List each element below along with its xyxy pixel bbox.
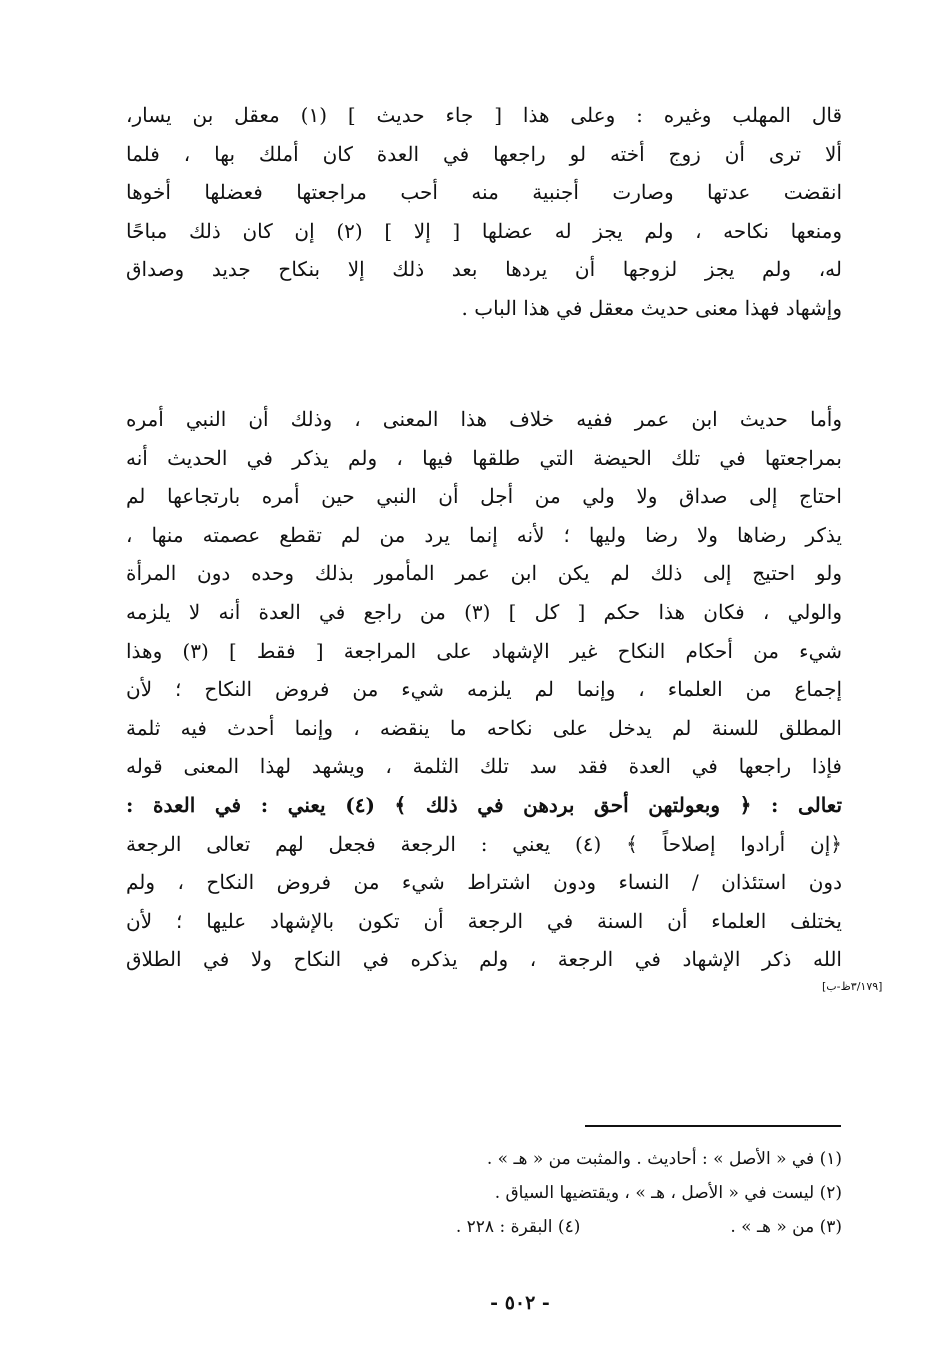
text-line: إجماع من العلماء ، وإنما لم يلزمه شيء من فروض النكاح ؛ لأن — [126, 677, 842, 702]
text-line: المطلق للسنة لم يدخل على نكاحه ما ينقضه ، وإنما أحدث فيه ثلمة — [126, 715, 842, 740]
text-line: بمراجعتها في تلك الحيضة التي طلقها فيها ، ولم يذكر في الحديث أنه — [126, 445, 842, 470]
footnote-2: (٢) ليست في « الأصل ، هـ » ، ويقتضيها السياق . — [494, 1183, 842, 1203]
text-line: احتاج إلى صداق ولا ولي من أجل أن النبي حين أمره بارتجاعها لم — [126, 484, 842, 509]
paragraph-1 — [126, 96, 842, 328]
footnote-divider — [585, 1125, 841, 1127]
text-line: ولو احتيج إلى ذلك لم يكن ابن عمر المأمور بذلك وحده دون المرأة — [126, 561, 842, 586]
text-line: انقضت عدتها وصارت أجنبية منه أحب مراجعتها فعضلها أخوها — [126, 180, 842, 205]
footnote-1: (١) في « الأصل » : أحاديث . والمثبت من « هـ » . — [486, 1149, 842, 1169]
text-line: ألا ترى أن زوج أخته لو راجعها في العدة كان أملك بها ، فلما — [126, 141, 842, 166]
footnotes — [126, 1142, 842, 1244]
text-line: والولي ، فكان هذا حكم [ كل ] (٣) من راجع في العدة أنه لا يلزمه — [126, 599, 842, 624]
footnote-4: (٤) البقرة : ٢٢٨ . — [455, 1217, 581, 1237]
page-number: - ٥٠٢ - — [490, 1292, 550, 1314]
text-line: وأما حديث ابن عمر ففيه خلاف هذا المعنى ، وذلك أن النبي أمره — [126, 407, 842, 431]
quran-verse-line: ﴿إن أرادوا إصلاحاً ﴾ (٤) يعني : الرجعة فجعل لهم تعالى الرجعة — [126, 831, 842, 856]
text-line: يختلف العلماء أن السنة في الرجعة أن تكون بالإشهاد عليها ؛ لأن — [126, 908, 842, 933]
paragraph-2 — [126, 400, 842, 979]
text-line: وإشهاد فهذا معنى حديث معقل في هذا الباب . — [461, 295, 842, 320]
text-line: قال المهلب وغيره : وعلى هذا [ جاء حديث ] (١) معقل بن يسار، — [126, 103, 842, 127]
text-line: يذكر رضاها ولا رضا وليها ؛ لأنه إنما يرد من لم تقطع عصمته منها ، — [126, 522, 842, 547]
text-line: فإذا راجعها في العدة فقد سد تلك الثلمة ، ويشهد لهذا المعنى قوله — [126, 754, 842, 779]
text-line: دون استئذان / النساء ودون اشتراط شيء من فروض النكاح ، ولم — [126, 870, 842, 895]
text-line: له، ولم يجز لزوجها أن يردها بعد ذلك إلا بنكاح جديد وصداق — [126, 257, 842, 282]
footnote-3: (٣) من « هـ » . — [730, 1217, 842, 1237]
quran-verse-line: تعالى : ﴿ وبعولتهن أحق بردهن في ذلك ﴾ (٤) يعني : في العدة : — [126, 792, 842, 817]
text-line: الله ذكر الإشهاد في الرجعة ، ولم يذكره في النكاح ولا في الطلاق — [126, 947, 842, 972]
manuscript-folio-marker: [٣/١٧٩ظ-ب] — [822, 980, 883, 993]
footnote-3-4 — [126, 1210, 842, 1244]
text-line: شيء من أحكام النكاح غير الإشهاد على المراجعة [ فقط ] (٣) وهذا — [126, 638, 842, 663]
text-line: ومنعها نكاحه ، ولم يجز له عضلها [ إلا ] (٢) إن كان ذلك مباحًا — [126, 218, 842, 243]
